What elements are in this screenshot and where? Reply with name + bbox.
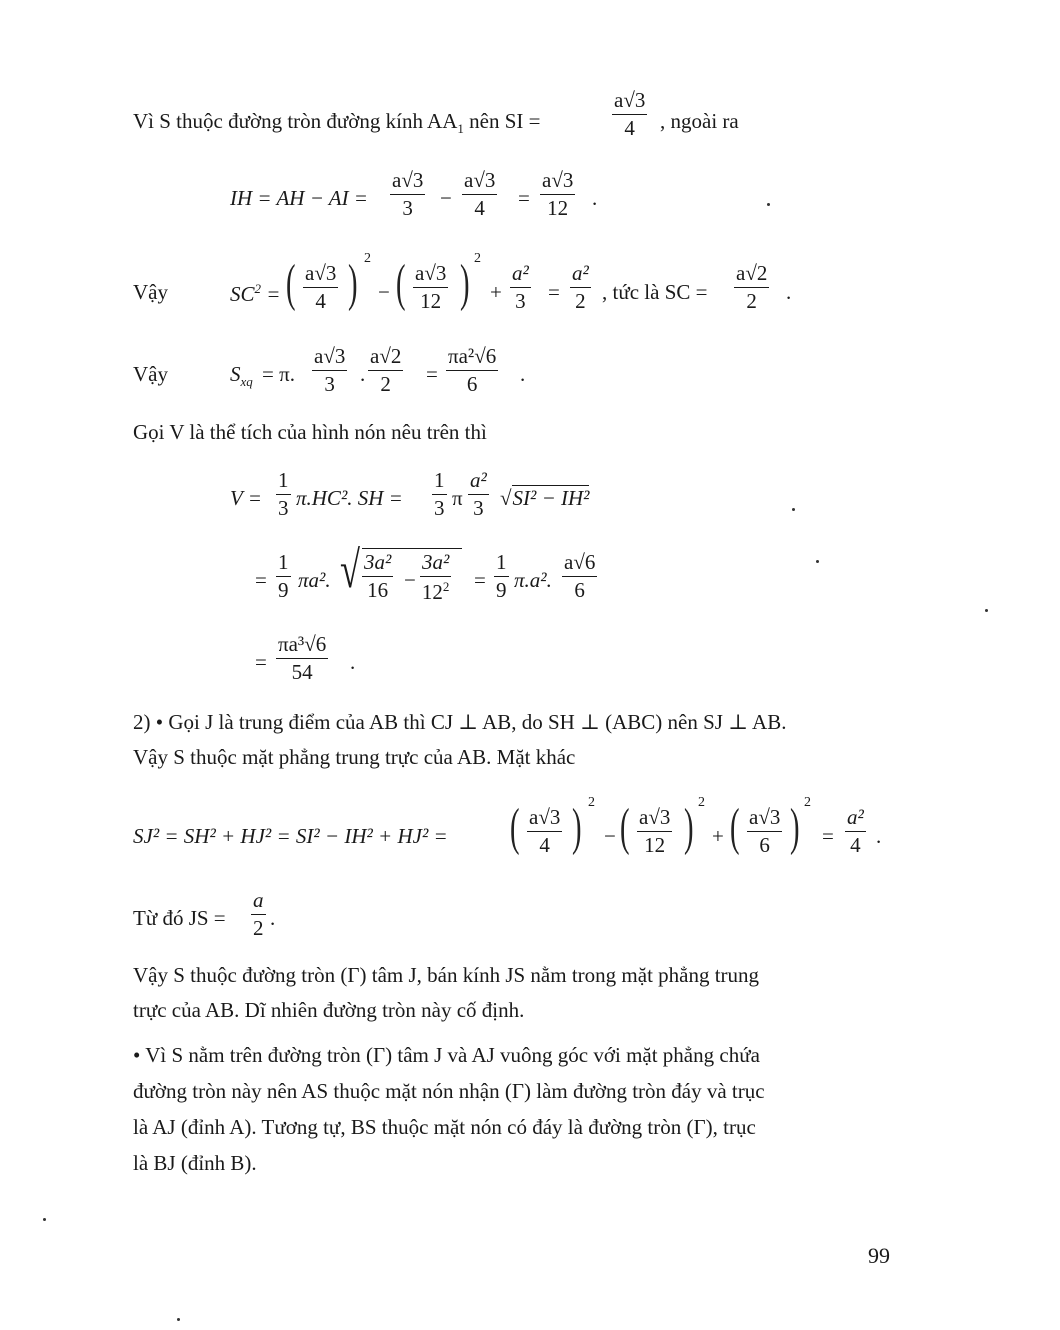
- fraction-v-5: 3a² 16: [364, 550, 392, 602]
- minus-4: −: [604, 824, 616, 848]
- exp-2c: 2: [588, 795, 595, 810]
- paragraph-3-line-1: Vậy S thuộc đường tròn (Γ) tâm J, bán kính JS nằm trong mặt phẳng trung: [133, 963, 760, 987]
- dot-1: .: [360, 362, 366, 386]
- fraction-ih-2: a√3 4: [464, 168, 496, 220]
- period-5: .: [876, 824, 882, 848]
- paren-close-3: ): [572, 799, 582, 856]
- sj-lhs: SJ² = SH² + HJ² = SI² − IH² + HJ² =: [133, 824, 448, 848]
- fraction-sxq-1: a√3 3: [314, 344, 346, 396]
- paren-close-2: ): [460, 255, 470, 312]
- equals-2: =: [548, 280, 560, 304]
- v-sqrt: √SI² − IH²: [500, 486, 590, 510]
- minus-3: −: [404, 568, 416, 592]
- fraction-v-result: πa³√6 54: [278, 632, 327, 684]
- fraction-sj-4: a² 4: [847, 805, 864, 857]
- v-pi-a: π.a².: [514, 568, 552, 592]
- fraction-sc-2: a√3 12: [415, 261, 447, 313]
- paragraph-4-line-1: • Vì S nằm trên đường tròn (Γ) tâm J và AJ vuông góc với mặt phẳng chứa: [133, 1043, 760, 1067]
- paren-open-1: (: [286, 255, 296, 312]
- fraction-ih-1: a√3 3: [392, 168, 424, 220]
- page-number: 99: [868, 1243, 890, 1268]
- paragraph-line-1: [133, 111, 541, 135]
- scan-speck: [985, 609, 988, 612]
- text-p1-sub: 1: [457, 121, 464, 137]
- minus-1: −: [440, 186, 452, 210]
- exp-2d: 2: [698, 795, 705, 810]
- equals-3: =: [426, 362, 438, 386]
- fraction-js: a 2: [253, 888, 264, 940]
- period-4: .: [350, 650, 356, 674]
- paragraph-4-line-2: đường tròn này nên AS thuộc mặt nón nhận (Γ) làm đường tròn đáy và trục: [133, 1079, 765, 1103]
- period-1: .: [592, 186, 598, 210]
- equals-1: =: [518, 186, 530, 210]
- period-6: .: [270, 906, 276, 930]
- paragraph-2-line-2: Vậy S thuộc mặt phẳng trung trực của AB. Mặt khác: [133, 745, 576, 769]
- text-p1-mid: nên SI =: [463, 109, 541, 133]
- fraction-sj-3: a√3 6: [749, 805, 781, 857]
- exp-2b: 2: [474, 251, 481, 266]
- scan-speck: [816, 560, 819, 563]
- fraction-sxq-result: πa²√6 6: [448, 344, 497, 396]
- sqrt-sign: √: [340, 542, 360, 599]
- sxq-lhs: $S_{xq}$: [230, 362, 253, 390]
- fraction-sc-result: a√2 2: [736, 261, 768, 313]
- text-p1-start: Vì S thuộc đường tròn đường kính AA: [133, 109, 458, 133]
- fraction-v-2: 1 3: [434, 468, 445, 520]
- v-lhs: V =: [230, 486, 262, 510]
- exp-2a: 2: [364, 251, 371, 266]
- paragraph-4-line-4: là BJ (đỉnh B).: [133, 1151, 257, 1175]
- scan-speck: [767, 203, 770, 206]
- plus-1: +: [490, 280, 502, 304]
- vay-label-2: Vậy: [133, 362, 168, 386]
- text-p1-end: , ngoài ra: [660, 109, 739, 133]
- fraction-v-4: 1 9: [278, 550, 289, 602]
- paren-close-1: ): [348, 255, 358, 312]
- scan-speck: [177, 1318, 180, 1321]
- vay-label-1: Vậy: [133, 280, 168, 304]
- fraction-v-7: 1 9: [496, 550, 507, 602]
- fraction-v-3: a² 3: [470, 468, 487, 520]
- period-2: .: [786, 280, 792, 304]
- fraction-sc-3: a² 3: [512, 261, 529, 313]
- ih-equation-lhs: IH = AH − AI =: [230, 186, 368, 210]
- minus-2: −: [378, 280, 390, 304]
- sqrt-bar: [362, 548, 462, 549]
- fraction-v-8: a√6 6: [564, 550, 596, 602]
- period-3: .: [520, 362, 526, 386]
- exp-2e: 2: [804, 795, 811, 810]
- fraction-sc-4: a² 2: [572, 261, 589, 313]
- fraction-sj-2: a√3 12: [639, 805, 671, 857]
- equals-5: =: [474, 568, 486, 592]
- v-pi: π: [452, 486, 463, 510]
- scan-speck: [43, 1218, 46, 1221]
- fraction-ih-3: a√3 12: [542, 168, 574, 220]
- fraction-sxq-2: a√2 2: [370, 344, 402, 396]
- fraction-v-6: 3a² $12^2$: [421, 550, 450, 604]
- paren-open-3: (: [510, 799, 520, 856]
- text-tu-do: Từ đó JS =: [133, 906, 226, 930]
- v-pi-a2: πa².: [298, 568, 331, 592]
- fraction-si: a√3 4: [614, 88, 646, 140]
- paragraph-3-line-2: trực của AB. Dĩ nhiên đường tròn này cố định.: [133, 998, 525, 1022]
- text-tuc-la: , tức là SC =: [602, 280, 708, 304]
- paragraph-4-line-3: là AJ (đỉnh A). Tương tự, BS thuộc mặt nón có đáy là đường tròn (Γ), trục: [133, 1115, 756, 1139]
- sc2-lhs: $SC^2$ =: [230, 281, 281, 306]
- paragraph-2-line-1: 2) • Gọi J là trung điểm của AB thì CJ ⊥ AB, do SH ⊥ (ABC) nên SJ ⊥ AB.: [133, 710, 787, 734]
- paren-open-4: (: [620, 799, 630, 856]
- fraction-sj-1: a√3 4: [529, 805, 561, 857]
- paren-open-2: (: [396, 255, 406, 312]
- fraction-v-1: 1 3: [278, 468, 289, 520]
- equals-7: =: [822, 824, 834, 848]
- paren-open-5: (: [730, 799, 740, 856]
- sxq-pi: = π.: [262, 362, 295, 386]
- v-hc2-sh: π.HC². SH =: [296, 486, 403, 510]
- paren-close-5: ): [790, 799, 800, 856]
- equals-4: =: [255, 568, 267, 592]
- equals-6: =: [255, 650, 267, 674]
- paren-close-4: ): [684, 799, 694, 856]
- paragraph-goi-v: Gọi V là thể tích của hình nón nêu trên thì: [133, 420, 487, 444]
- scan-speck: [792, 508, 795, 511]
- plus-2: +: [712, 824, 724, 848]
- fraction-sc-1: a√3 4: [305, 261, 337, 313]
